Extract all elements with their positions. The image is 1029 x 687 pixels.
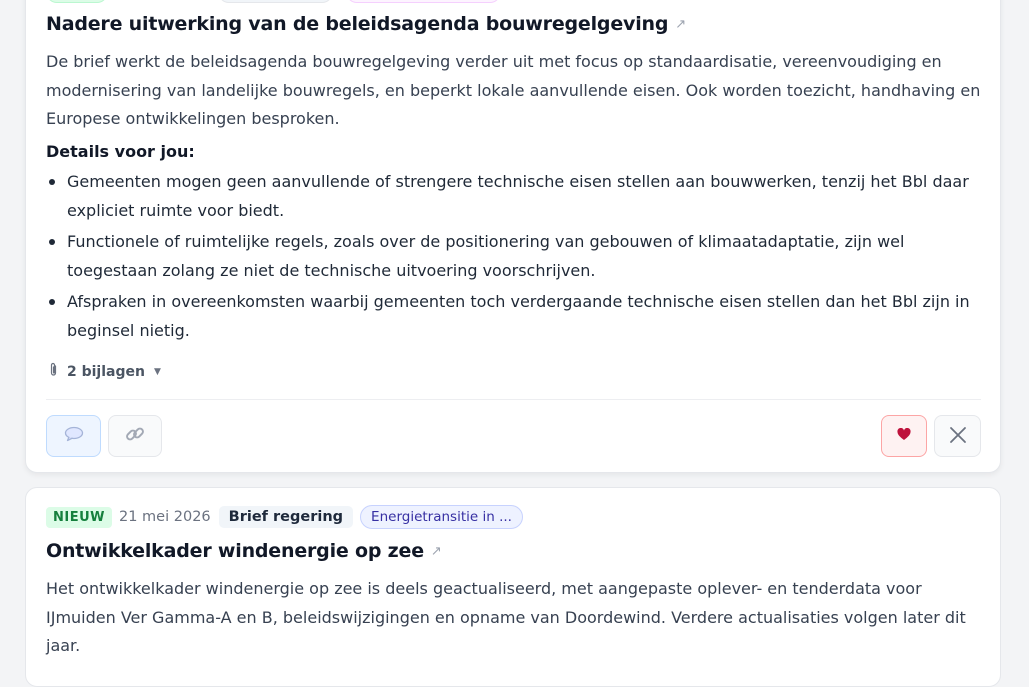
card-meta-row (46, 505, 523, 529)
bullet-icon (49, 179, 55, 185)
external-link-icon: ↗ (675, 16, 687, 32)
topic-chip[interactable]: Energietransitie in ... (360, 505, 523, 529)
topic-chip-stub (346, 0, 501, 3)
card-title-row[interactable] (46, 13, 686, 35)
card-title[interactable]: Ontwikkelkader windenergie op zee (46, 540, 424, 562)
type-chip-stub (218, 0, 333, 3)
list-item-text: Gemeenten mogen geen aanvullende of strengere technische eisen stellen aan bouwwerken, tenzij het Bbl daar expliciet ruimte voor biedt. (67, 172, 969, 220)
card-summary: De brief werkt de beleidsagenda bouwregelgeving verder uit met focus op standaardisatie, vereenvoudiging en modernisering van landelijke bouwregels, en beperkt lokale aanvullende eisen. Ook worden toezicht, handhaving en Europese ontwikkelingen besproken. (46, 52, 981, 128)
list-item-text: Functionele of ruimtelijke regels, zoals over de positionering van gebouwen of klimaatadaptatie, zijn wel toegestaan zolang ze niet de technische uitvoering voorschrijven. (67, 232, 905, 280)
bullet-icon (49, 239, 55, 245)
speech-bubble-icon (64, 426, 84, 446)
publication-date: 21 mei 2026 (119, 509, 211, 525)
comment-button[interactable] (46, 415, 101, 457)
paperclip-icon (48, 362, 59, 382)
status-badge-stub (46, 0, 108, 3)
publication-card (25, 0, 1001, 473)
status-badge: NIEUW (46, 507, 112, 528)
attachments-label: 2 bijlagen (67, 364, 145, 380)
list-item (46, 228, 981, 285)
divider (46, 399, 981, 400)
close-icon (949, 422, 967, 450)
list-item (46, 168, 981, 225)
details-heading: Details voor jou: (46, 142, 195, 161)
favorite-button[interactable] (881, 415, 927, 457)
list-item (46, 288, 981, 345)
external-link-icon: ↗ (430, 543, 442, 559)
copy-link-button[interactable] (108, 415, 162, 457)
caret-down-icon: ▼ (153, 367, 161, 377)
document-type-chip: Brief regering (219, 506, 353, 528)
attachments-toggle[interactable] (48, 362, 161, 382)
details-list (46, 168, 981, 348)
bullet-icon (49, 299, 55, 305)
heart-icon (897, 427, 911, 445)
card-summary: Het ontwikkelkader windenergie op zee is deels geactualiseerd, met aangepaste oplever- en tenderdata voor IJmuiden Ver Gamma-A en B, beleidswijzigingen en opname van Doordewind. Verdere actualisaties volgen later dit jaar. (46, 579, 966, 655)
card-title[interactable]: Nadere uitwerking van de beleidsagenda bouwregelgeving (46, 13, 669, 35)
dismiss-button[interactable] (934, 415, 981, 457)
link-icon (124, 423, 146, 449)
publication-card (25, 487, 1001, 687)
card-title-row[interactable] (46, 540, 442, 562)
list-item-text: Afspraken in overeenkomsten waarbij gemeenten toch verdergaande technische eisen stellen dan het Bbl zijn in beginsel nietig. (67, 292, 970, 340)
